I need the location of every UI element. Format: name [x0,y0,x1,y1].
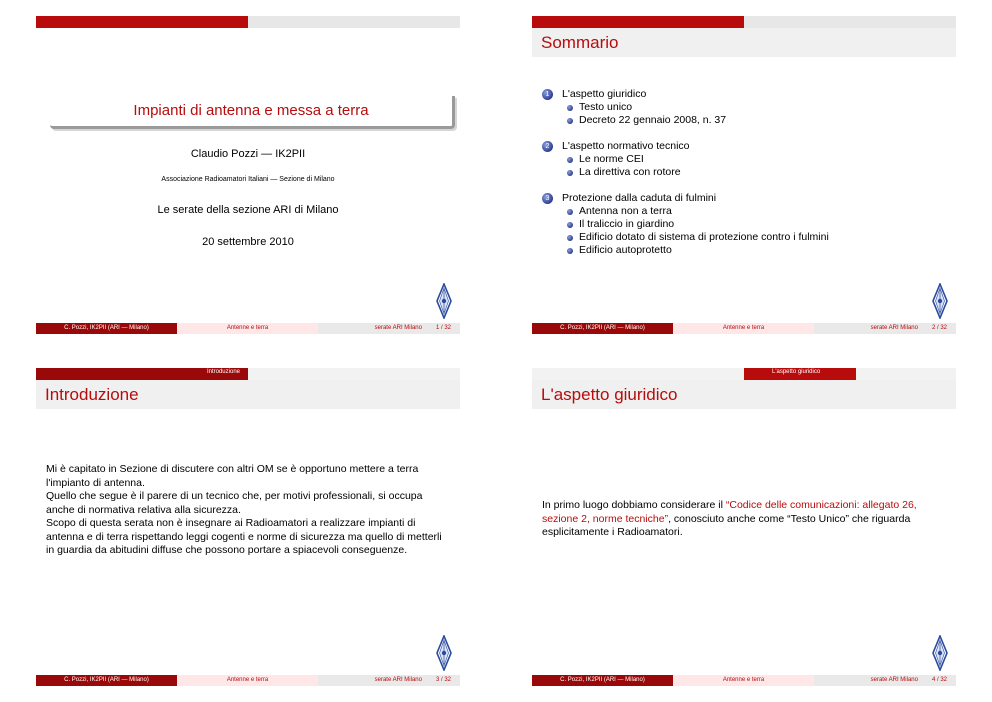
event: Le serate della sezione ARI di Milano [157,204,339,216]
body-text: In primo luogo dobbiamo considerare il [542,499,726,511]
footer [532,323,956,334]
section-number-icon: 2 [542,141,553,152]
slide-body [46,463,451,558]
top-bar [36,16,460,28]
toc-item[interactable]: Antenna non a terra [565,205,952,218]
ari-logo-icon [436,283,452,319]
current-section-label[interactable]: Introduzione [206,369,240,375]
toc-section-label: Protezione dalla caduta di fulmini [562,192,717,204]
author: Claudio Pozzi — IK2PII [190,148,306,160]
frame-title: L'aspetto giuridico [532,380,956,409]
footer [36,675,460,686]
footer-author: C. Pozzi, IK2PII (ARI — Milano) [36,323,177,334]
highlighted-reference: “Codice delle comunicazioni: allegato 26, sezione 2, norme tecniche” [542,499,917,525]
presentation-title: Impianti di antenna e messa a terra [133,102,369,119]
frame-title: Introduzione [36,380,460,409]
footer-author: C. Pozzi, IK2PII (ARI — Milano) [532,323,673,334]
toc-section-3[interactable] [542,192,952,257]
section-navigation-bar [36,368,460,380]
toc-item[interactable]: Decreto 22 gennaio 2008, n. 37 [565,114,952,127]
date: 20 settembre 2010 [202,236,294,248]
current-section-label[interactable]: L'aspetto giuridico [772,369,821,375]
toc-item[interactable]: La direttiva con rotore [565,166,952,179]
slide-4 [532,368,956,686]
toc-section-label: L'aspetto normativo tecnico [562,140,690,152]
footer [36,323,460,334]
footer-title: Antenne e terra [673,323,814,334]
slide-1 [36,16,460,334]
paragraph: Scopo di questa serata non è insegnare ai Radioamatori a realizzare impianti di antenna e di terra rispettando leggi cogenti e norme di sicurezza ma quello di metterli in guardia da abitudini diffuse che possono portare a spiacevoli conseguenze. [46,517,442,556]
section-number-icon: 1 [542,89,553,100]
toc-section-1[interactable] [542,88,952,127]
frame-title: Sommario [532,28,956,57]
toc-section-2[interactable] [542,140,952,179]
slide-3 [36,368,460,686]
toc-section-label: L'aspetto giuridico [562,88,647,100]
footer-event: serate ARI Milano 3 / 32 [318,675,460,686]
footer-title: Antenne e terra [177,323,318,334]
section-number-icon: 3 [542,193,553,204]
footer-author: C. Pozzi, IK2PII (ARI — Milano) [36,675,177,686]
section-navigation-bar [532,368,956,380]
paragraph: Quello che segue è il parere di un tecnico che, per motivi professionali, si occupa anche di normativa relativa alla sicurezza. [46,490,423,516]
institute: Associazione Radioamatori Italiani — Sezione di Milano [161,176,335,183]
toc-item[interactable]: Edificio dotato di sistema di protezione contro i fulmini [565,231,952,244]
footer-event: serate ARI Milano 2 / 32 [814,323,956,334]
ari-logo-icon [436,635,452,671]
toc-item[interactable]: Edificio autoprotetto [565,244,952,257]
page-number: 1 / 32 [435,325,451,331]
toc-item[interactable]: Il traliccio in giardino [565,218,952,231]
slide-body [542,499,947,540]
page-number: 2 / 32 [931,325,947,331]
footer-title: Antenne e terra [673,675,814,686]
toc-item[interactable]: Le norme CEI [565,153,952,166]
footer-event: serate ARI Milano 4 / 32 [814,675,956,686]
ari-logo-icon [932,635,948,671]
footer-author: C. Pozzi, IK2PII (ARI — Milano) [532,675,673,686]
page-number: 4 / 32 [931,677,947,683]
paragraph: Mi è capitato in Sezione di discutere con altri OM se è opportuno mettere a terra l'impianto di antenna. [46,463,419,489]
toc-item[interactable]: Testo unico [565,101,952,114]
top-bar [532,16,956,28]
footer-event: serate ARI Milano 1 / 32 [318,323,460,334]
page-number: 3 / 32 [435,677,451,683]
body-text: , conosciuto anche come “Testo Unico” che riguarda esplicitamente i Radioamatori. [542,512,911,538]
slide-2 [532,16,956,334]
footer-title: Antenne e terra [177,675,318,686]
table-of-contents [542,88,952,270]
ari-logo-icon [932,283,948,319]
title-box [50,96,455,129]
footer [532,675,956,686]
